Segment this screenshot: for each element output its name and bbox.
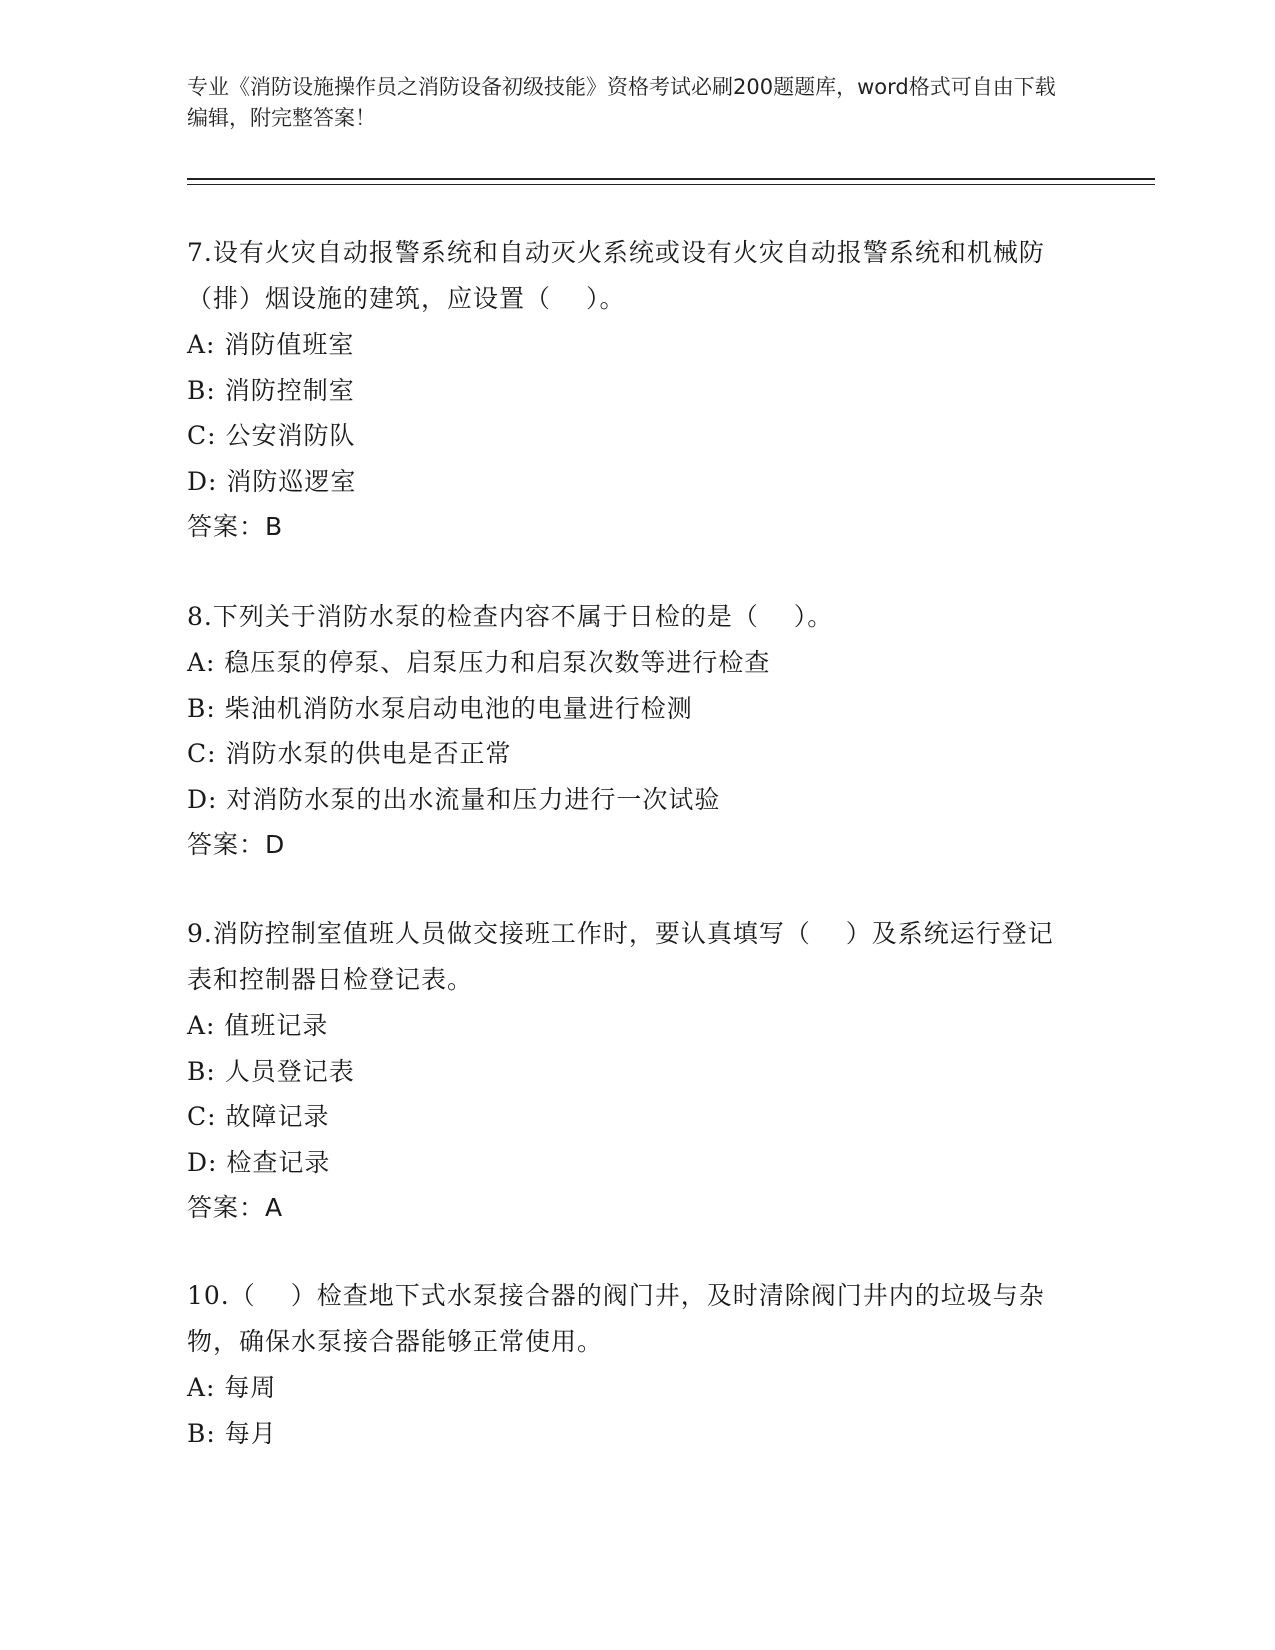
question-stem: 10.（ ）检查地下式水泵接合器的阀门井，及时清除阀门井内的垃圾与杂物，确保水泵接合器能够正常使用。	[187, 1281, 1045, 1356]
option-d: D: 消防巡逻室	[187, 466, 357, 496]
document-header: 专业《消防设施操作员之消防设备初级技能》资格考试必刷200题题库，word格式可自由下载编辑，附完整答案！	[187, 75, 1056, 130]
option-a: A: 值班记录	[187, 1011, 329, 1040]
answer: 答案：B	[187, 512, 284, 541]
question-stem: 9.消防控制室值班人员做交接班工作时，要认真填写（ ）及系统运行登记表和控制器日检登记表。	[187, 919, 1054, 994]
option-d: D: 检查记录	[187, 1147, 331, 1177]
question-9	[187, 911, 1067, 1231]
option-b: B: 人员登记表	[187, 1056, 355, 1086]
question-stem: 7.设有火灾自动报警系统和自动灭火系统或设有火灾自动报警系统和机械防（排）烟设施的建筑，应设置（ ）。	[187, 238, 1045, 313]
option-c: C: 故障记录	[187, 1102, 330, 1131]
option-a: A: 消防值班室	[187, 330, 355, 359]
option-a: A: 稳压泵的停泵、启泵压力和启泵次数等进行检查	[187, 648, 771, 677]
question-8	[187, 594, 1067, 868]
question-stem: 8.下列关于消防水泵的检查内容不属于日检的是（ ）。	[187, 602, 834, 631]
option-b: B: 每月	[187, 1418, 277, 1448]
question-7	[187, 230, 1067, 550]
option-a: A: 每周	[187, 1373, 277, 1402]
option-c: C: 公安消防队	[187, 421, 356, 450]
header-divider	[187, 178, 1155, 180]
header-divider-thin	[187, 184, 1155, 185]
option-d: D: 对消防水泵的出水流量和压力进行一次试验	[187, 784, 721, 814]
option-b: B: 柴油机消防水泵启动电池的电量进行检测	[187, 693, 693, 723]
answer: 答案：A	[187, 1193, 284, 1222]
option-b: B: 消防控制室	[187, 375, 355, 405]
question-10	[187, 1273, 1067, 1456]
option-c: C: 消防水泵的供电是否正常	[187, 739, 512, 768]
answer: 答案：D	[187, 830, 286, 859]
